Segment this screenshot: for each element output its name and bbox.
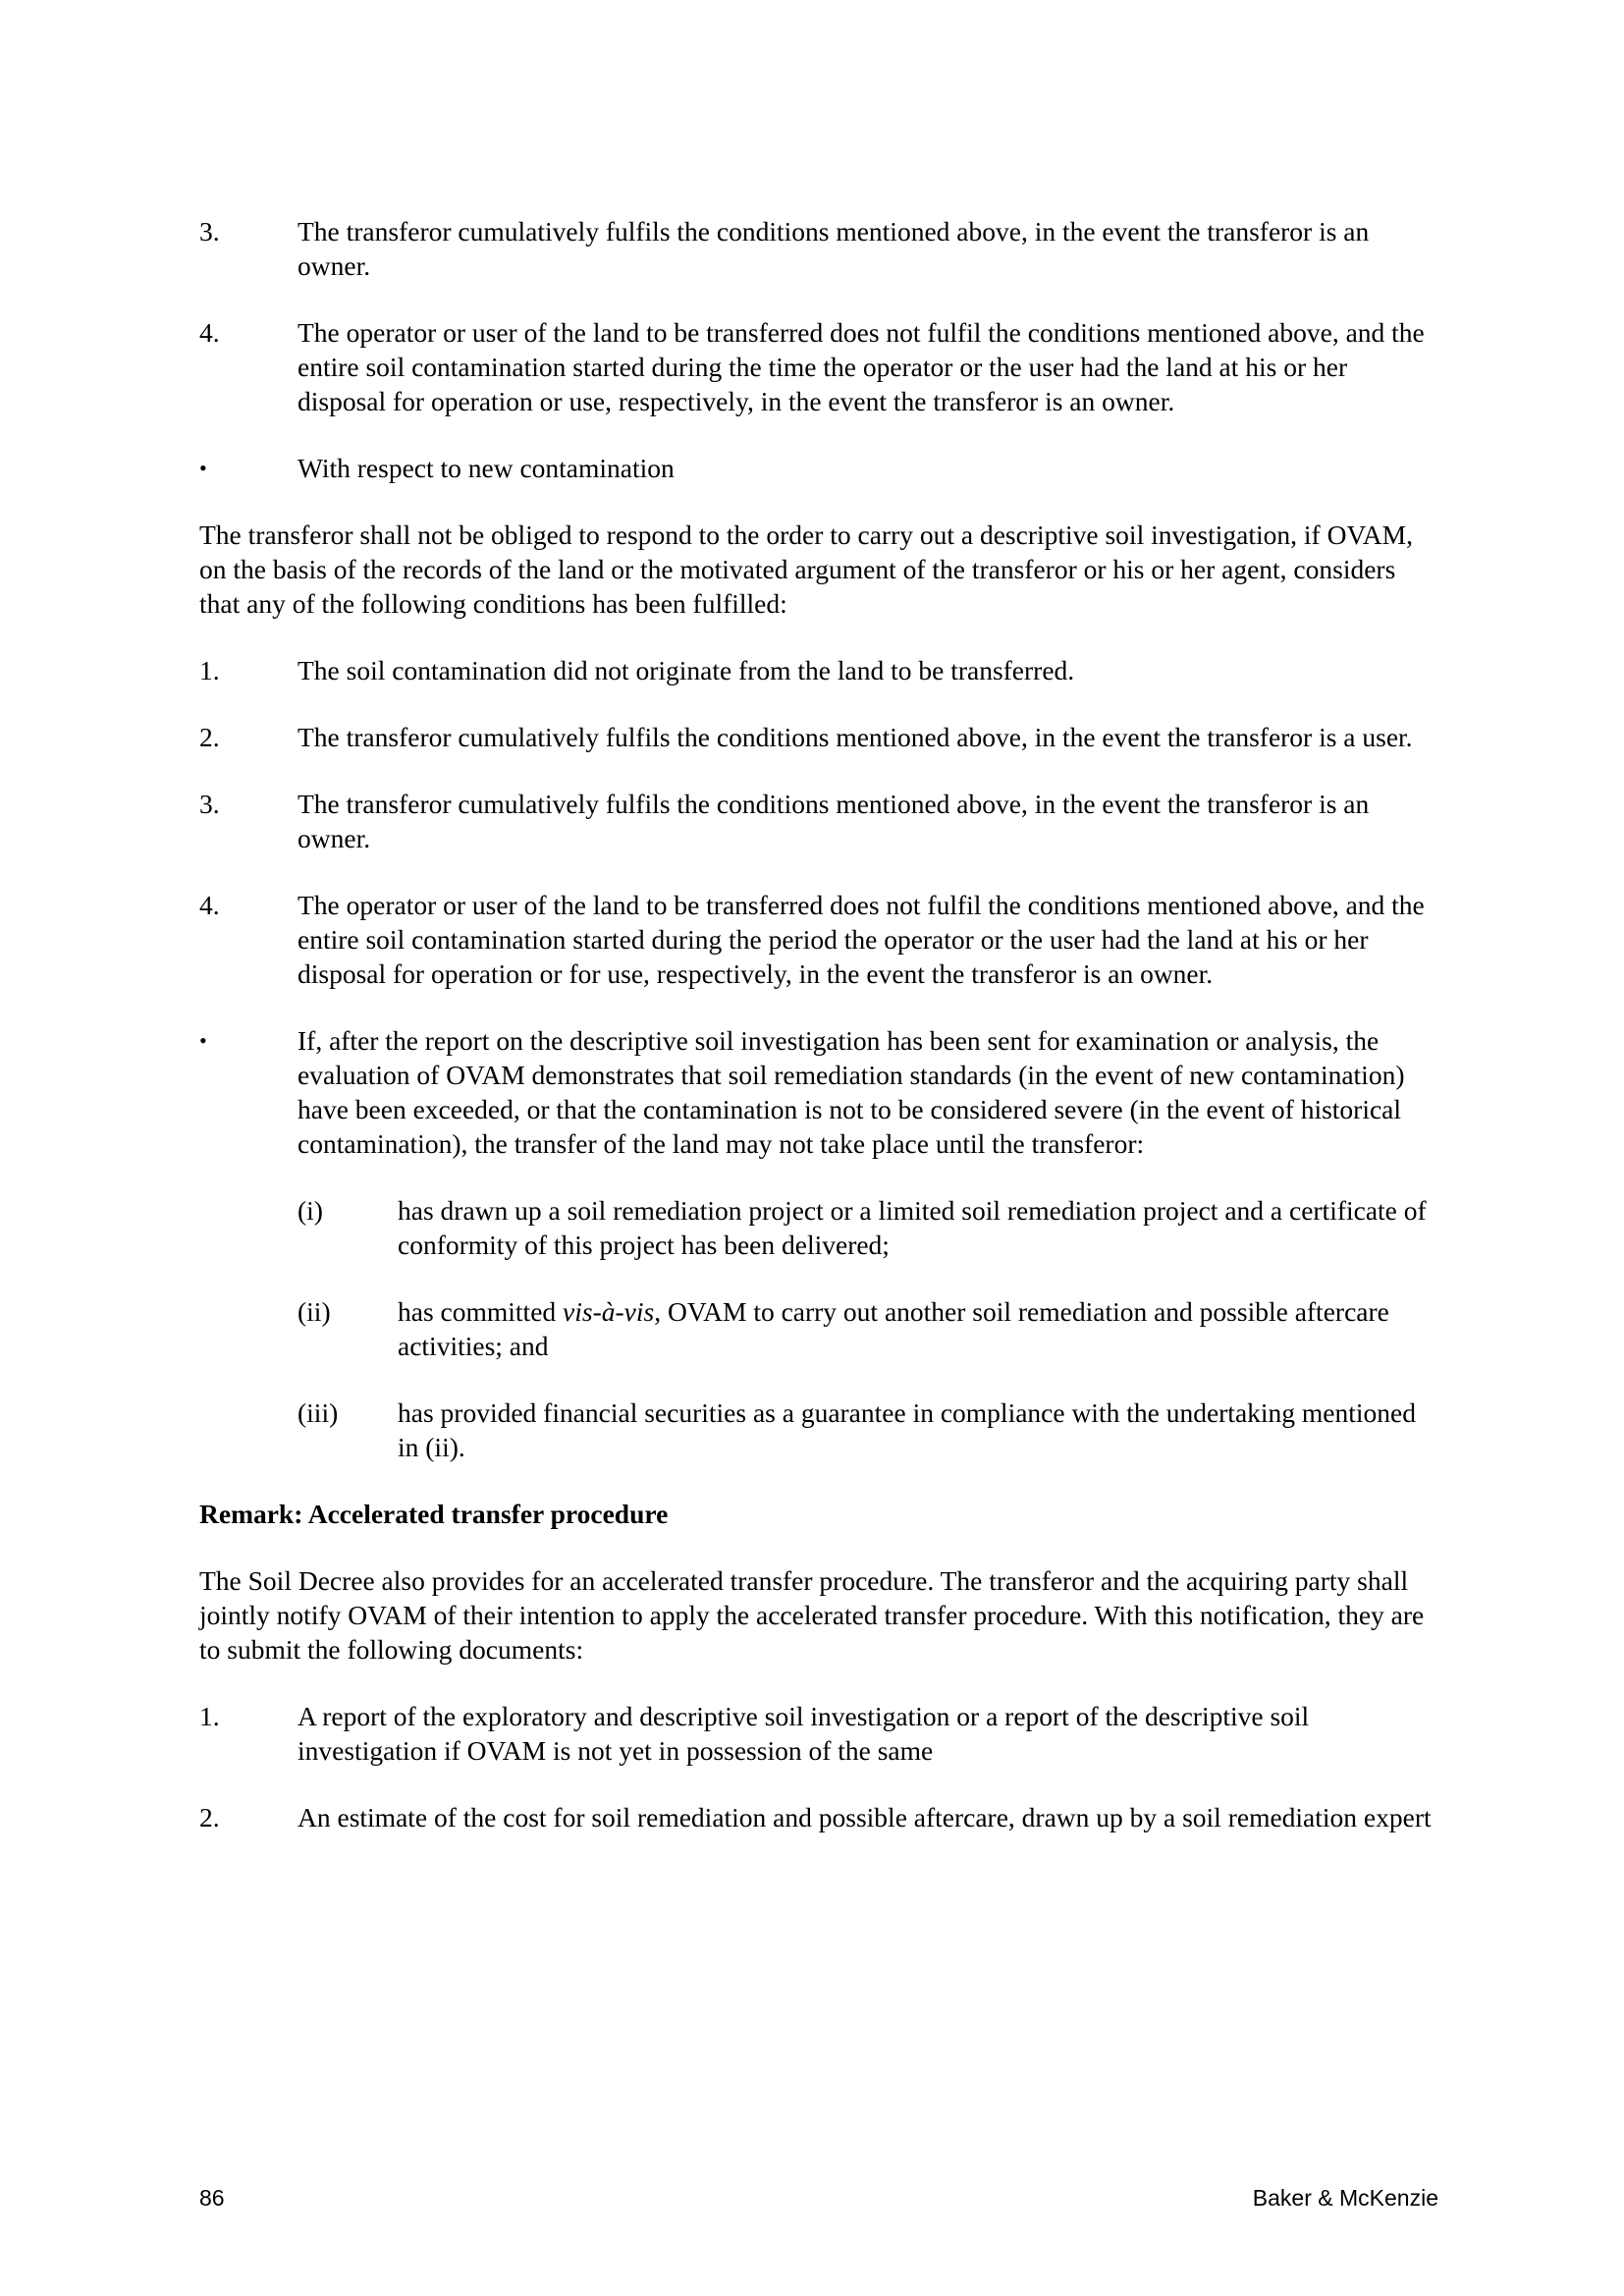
italic-term: vis-à-vis bbox=[563, 1296, 655, 1327]
list-item-text: With respect to new contamination bbox=[298, 453, 675, 483]
list-item-text: The operator or user of the land to be transferred does not fulfil the conditions mentioned above, and the entire soil contamination started during the period the operator or the user had the land at his or her disposal for operation or for use, respectively, in the event the transferor is an owner. bbox=[298, 890, 1425, 989]
paragraph: The transferor shall not be obliged to respond to the order to carry out a descriptive soil investigation, if OVAM, on the basis of the records of the land or the motivated argument of the transferor or his or her agent, considers that any of the following conditions has been fulfilled: bbox=[199, 519, 1413, 619]
page-number: 86 bbox=[199, 2185, 225, 2211]
list-marker: 2. bbox=[199, 722, 220, 752]
list-item bbox=[199, 315, 1438, 418]
list-marker: 3. bbox=[199, 216, 220, 246]
list-item-text: An estimate of the cost for soil remediation and possible aftercare, drawn up by a soil remediation expert bbox=[298, 1802, 1432, 1832]
sub-list-marker: (ii) bbox=[298, 1296, 331, 1327]
list-item-text: The transferor cumulatively fulfils the conditions mentioned above, in the event the transferor is an owner. bbox=[298, 216, 1370, 281]
list-item-text: The operator or user of the land to be transferred does not fulfil the conditions mentioned above, and the entire soil contamination started during the time the operator or the user had the land at his or her disposal for operation or use, respectively, in the event the transferor is an owner. bbox=[298, 317, 1425, 416]
list-item-text: The soil contamination did not originate from the land to be transferred. bbox=[298, 655, 1075, 685]
list-item-text: If, after the report on the descriptive soil investigation has been sent for examination or analysis, the evaluation of OVAM demonstrates that soil remediation standards (in the event of new contamination) have been exceeded, or that the contamination is not to be considered severe (in the event of historical contamination), the transfer of the land may not take place until the transferor: bbox=[298, 1025, 1405, 1159]
list-item bbox=[199, 888, 1438, 991]
sub-list-item-text: has provided financial securities as a guarantee in compliance with the undertaking mentioned in (ii). bbox=[398, 1397, 1416, 1462]
list-item-text: The transferor cumulatively fulfils the conditions mentioned above, in the event the transferor is a user. bbox=[298, 722, 1413, 752]
sub-list-item bbox=[298, 1193, 1438, 1262]
section-heading: Remark: Accelerated transfer procedure bbox=[199, 1499, 669, 1529]
sub-list-marker: (iii) bbox=[298, 1397, 339, 1428]
sub-list-marker: (i) bbox=[298, 1195, 323, 1226]
paragraph: The Soil Decree also provides for an accelerated transfer procedure. The transferor and the acquiring party shall jointly notify OVAM of their intention to apply the accelerated transfer procedure. With this notification, they are to submit the following documents: bbox=[199, 1565, 1425, 1665]
text-run: , OVAM to carry out another soil remediation and possible aftercare activities; and bbox=[398, 1296, 1389, 1361]
list-marker: 1. bbox=[199, 1701, 220, 1731]
list-item bbox=[199, 653, 1438, 687]
list-item bbox=[199, 451, 1438, 485]
bullet-marker: • bbox=[199, 456, 207, 480]
list-item-text: The transferor cumulatively fulfils the conditions mentioned above, in the event the transferor is an owner. bbox=[298, 789, 1370, 853]
bullet-marker: • bbox=[199, 1028, 207, 1053]
list-marker: 1. bbox=[199, 655, 220, 685]
list-item bbox=[199, 787, 1438, 855]
list-item-text: A report of the exploratory and descriptive soil investigation or a report of the descriptive soil investigation if OVAM is not yet in possession of the same bbox=[298, 1701, 1310, 1766]
footer-firm-name: Baker & McKenzie bbox=[1252, 2185, 1438, 2211]
text-run: has committed bbox=[398, 1296, 564, 1327]
sub-list-item bbox=[298, 1294, 1438, 1363]
sub-list-item bbox=[298, 1395, 1438, 1464]
list-item bbox=[199, 1800, 1438, 1834]
list-item bbox=[199, 214, 1438, 283]
document-body bbox=[199, 214, 1438, 1867]
list-marker: 2. bbox=[199, 1802, 220, 1832]
list-item bbox=[199, 1023, 1438, 1161]
list-item bbox=[199, 720, 1438, 754]
sub-list-item-text: has drawn up a soil remediation project or a limited soil remediation project and a certificate of conformity of this project has been delivered; bbox=[398, 1195, 1427, 1260]
list-marker: 3. bbox=[199, 789, 220, 819]
list-item bbox=[199, 1699, 1438, 1768]
sub-list-item-text bbox=[398, 1294, 1438, 1363]
list-marker: 4. bbox=[199, 317, 220, 348]
list-marker: 4. bbox=[199, 890, 220, 920]
